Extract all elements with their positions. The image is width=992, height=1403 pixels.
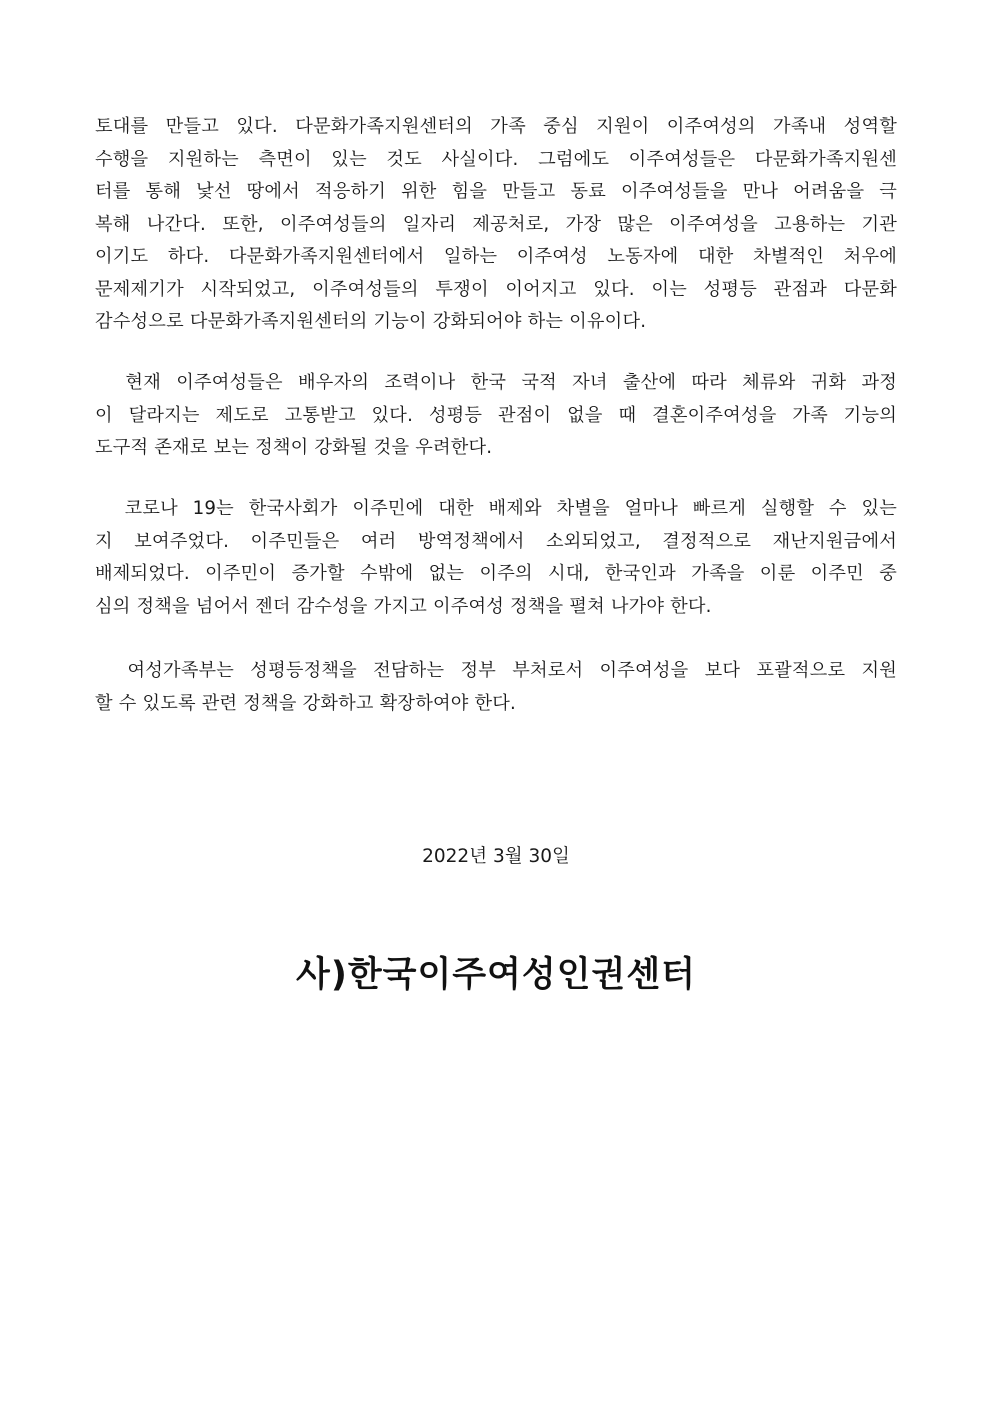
text-line: 이 달라지는 제도로 고통받고 있다. 성평등 관점이 없을 때 결혼이주여성을 가족 기능의 [95, 404, 897, 426]
body-paragraph-1 [95, 111, 897, 339]
body-paragraph-4 [95, 655, 897, 720]
organization-name: 사)한국이주여성인권센터 [296, 955, 696, 995]
text-line: 문제제기가 시작되었고, 이주여성들의 투쟁이 이어지고 있다. 이는 성평등 관점과 다문화 [95, 278, 897, 300]
text-line: 도구적 존재로 보는 정책이 강화될 것을 우려한다. [95, 437, 493, 458]
body-paragraph-3 [95, 493, 897, 623]
text-line: 심의 정책을 넘어서 젠더 감수성을 가지고 이주여성 정책을 펼쳐 나가야 한다. [95, 595, 712, 617]
text-line: 여성가족부는 성평등정책을 전담하는 정부 부처로서 이주여성을 보다 포괄적으로 지원 [95, 660, 897, 681]
body-paragraph-2 [95, 367, 897, 465]
text-line: 수행을 지원하는 측면이 있는 것도 사실이다. 그럼에도 이주여성들은 다문화가족지원센 [95, 148, 897, 170]
text-line: 복해 나간다. 또한, 이주여성들의 일자리 제공처로, 가장 많은 이주여성을 고용하는 기관 [95, 213, 897, 235]
text-line: 터를 통해 낯선 땅에서 적응하기 위한 힘을 만들고 동료 이주여성들을 만나 어려움을 극 [95, 181, 897, 202]
text-line: 배제되었다. 이주민이 증가할 수밖에 없는 이주의 시대, 한국인과 가족을 이룬 이주민 중 [95, 563, 897, 584]
text-line: 현재 이주여성들은 배우자의 조력이나 한국 국적 자녀 출산에 따라 체류와 귀화 과정 [95, 372, 897, 393]
text-line: 지 보여주었다. 이주민들은 여러 방역정책에서 소외되었고, 결정적으로 재난지원금에서 [95, 530, 897, 552]
text-line: 토대를 만들고 있다. 다문화가족지원센터의 가족 중심 지원이 이주여성의 가족내 성역할 [95, 116, 897, 137]
document-date: 2022년 3월 30일 [422, 846, 570, 867]
text-line: 코로나 19는 한국사회가 이주민에 대한 배제와 차별을 얼마나 빠르게 실행할 수 있는 [95, 498, 897, 519]
text-line: 이기도 하다. 다문화가족지원센터에서 일하는 이주여성 노동자에 대한 차별적인 처우에 [95, 246, 897, 267]
text-line: 감수성으로 다문화가족지원센터의 기능이 강화되어야 하는 이유이다. [95, 311, 647, 332]
text-line: 할 수 있도록 관련 정책을 강화하고 확장하여야 한다. [95, 692, 517, 714]
